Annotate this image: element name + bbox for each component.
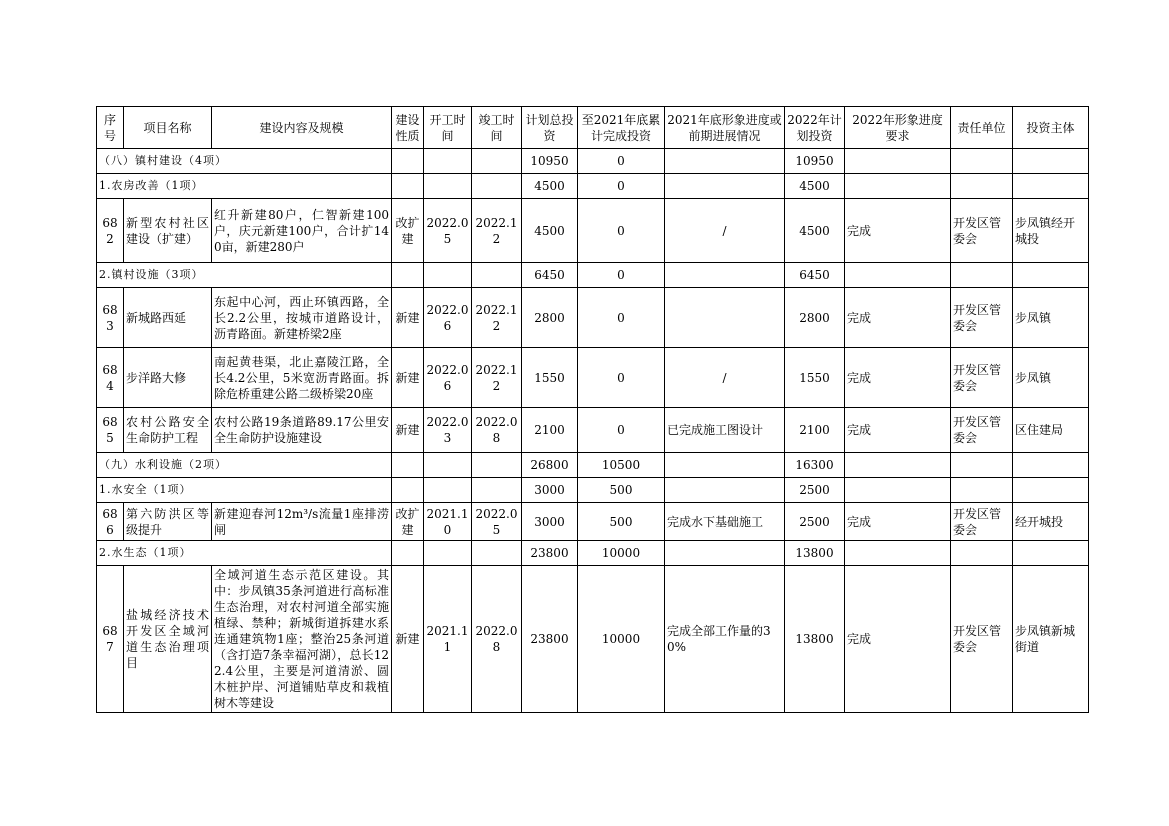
section-total: 6450 [522, 263, 578, 288]
cell-seq: 684 [97, 348, 124, 408]
cell-plan2022: 1550 [785, 348, 845, 408]
section-total: 4500 [522, 174, 578, 199]
cell-unit: 开发区管委会 [951, 503, 1013, 541]
table-row [97, 566, 1089, 713]
cell-done2021: 500 [578, 503, 665, 541]
table-row [97, 408, 1089, 453]
section-row [97, 174, 1089, 199]
section-row [97, 263, 1089, 288]
cell-nature: 新建 [392, 288, 424, 348]
cell-start: 2022.06 [424, 288, 472, 348]
cell-seq: 687 [97, 566, 124, 713]
cell-name: 农村公路安全生命防护工程 [124, 408, 212, 453]
cell-nature: 改扩建 [392, 199, 424, 263]
cell-content: 南起黄巷渠，北止嘉陵江路，全长4.2公里，5米宽沥青路面。拆除危桥重建公路二级桥梁20座 [212, 348, 392, 408]
cell-unit: 开发区管委会 [951, 199, 1013, 263]
section-row [97, 453, 1089, 478]
header-plan2022: 2022年计划投资 [785, 107, 845, 149]
section-row [97, 541, 1089, 566]
section-done2021: 0 [578, 263, 665, 288]
cell-plan2022: 2800 [785, 288, 845, 348]
cell-total: 2100 [522, 408, 578, 453]
cell-start: 2021.10 [424, 503, 472, 541]
cell-progress2021: 已完成施工图设计 [665, 408, 785, 453]
cell-content: 全域河道生态示范区建设。其中：步凤镇35条河道进行高标准生态治理，对农村河道全部实施植绿、禁种；新城街道拆建水系连通建筑物1座；整治25条河道（含打造7条幸福河湖），总长122.4公里，主要是河道清淤、圆木桩护岸、河道铺贴草皮和栽植树木等建设 [212, 566, 392, 713]
header-end: 竣工时间 [472, 107, 522, 149]
cell-name: 步洋路大修 [124, 348, 212, 408]
cell-total: 2800 [522, 288, 578, 348]
cell-done2021: 0 [578, 288, 665, 348]
cell-req2022: 完成 [845, 348, 951, 408]
cell-plan2022: 13800 [785, 566, 845, 713]
section-done2021: 500 [578, 478, 665, 503]
cell-seq: 683 [97, 288, 124, 348]
cell-req2022: 完成 [845, 199, 951, 263]
cell-req2022: 完成 [845, 288, 951, 348]
header-row [97, 107, 1089, 149]
section-done2021: 10000 [578, 541, 665, 566]
cell-end: 2022.12 [472, 288, 522, 348]
cell-investor: 步凤镇 [1013, 348, 1089, 408]
section-done2021: 0 [578, 174, 665, 199]
cell-investor: 步凤镇新城街道 [1013, 566, 1089, 713]
section-label: （八）镇村建设（4项） [97, 149, 392, 174]
section-plan2022: 10950 [785, 149, 845, 174]
section-done2021: 10500 [578, 453, 665, 478]
cell-progress2021: / [665, 199, 785, 263]
cell-nature: 新建 [392, 348, 424, 408]
section-plan2022: 6450 [785, 263, 845, 288]
header-nature: 建设性质 [392, 107, 424, 149]
cell-progress2021 [665, 288, 785, 348]
section-total: 23800 [522, 541, 578, 566]
cell-start: 2022.06 [424, 348, 472, 408]
cell-end: 2022.08 [472, 566, 522, 713]
section-row [97, 149, 1089, 174]
cell-end: 2022.05 [472, 503, 522, 541]
cell-content: 农村公路19条道路89.17公里安全生命防护设施建设 [212, 408, 392, 453]
cell-seq: 685 [97, 408, 124, 453]
cell-investor: 步凤镇经开城投 [1013, 199, 1089, 263]
cell-investor: 区住建局 [1013, 408, 1089, 453]
cell-done2021: 0 [578, 408, 665, 453]
header-progress2021: 2021年底形象进度或前期进展情况 [665, 107, 785, 149]
cell-nature: 新建 [392, 408, 424, 453]
cell-unit: 开发区管委会 [951, 288, 1013, 348]
header-total: 计划总投资 [522, 107, 578, 149]
cell-end: 2022.08 [472, 408, 522, 453]
cell-done2021: 0 [578, 348, 665, 408]
cell-start: 2022.03 [424, 408, 472, 453]
table-row [97, 199, 1089, 263]
cell-total: 1550 [522, 348, 578, 408]
cell-done2021: 10000 [578, 566, 665, 713]
cell-start: 2021.11 [424, 566, 472, 713]
header-start: 开工时间 [424, 107, 472, 149]
cell-req2022: 完成 [845, 566, 951, 713]
project-table [96, 106, 1089, 713]
section-total: 26800 [522, 453, 578, 478]
header-content: 建设内容及规模 [212, 107, 392, 149]
cell-investor: 经开城投 [1013, 503, 1089, 541]
cell-end: 2022.12 [472, 199, 522, 263]
cell-content: 新建迎春河12m³/s流量1座排涝闸 [212, 503, 392, 541]
cell-unit: 开发区管委会 [951, 408, 1013, 453]
section-label: 1.水安全（1项） [97, 478, 392, 503]
header-seq: 序号 [97, 107, 124, 149]
cell-name: 第六防洪区等级提升 [124, 503, 212, 541]
header-name: 项目名称 [124, 107, 212, 149]
section-label: 2.镇村设施（3项） [97, 263, 392, 288]
cell-investor: 步凤镇 [1013, 288, 1089, 348]
section-label: （九）水利设施（2项） [97, 453, 392, 478]
cell-content: 红升新建80户，仁智新建100户，庆元新建100户，合计扩140亩，新建280户 [212, 199, 392, 263]
section-plan2022: 16300 [785, 453, 845, 478]
cell-progress2021: / [665, 348, 785, 408]
table-row [97, 348, 1089, 408]
cell-end: 2022.12 [472, 348, 522, 408]
cell-unit: 开发区管委会 [951, 348, 1013, 408]
cell-content: 东起中心河，西止环镇西路，全长2.2公里，按城市道路设计，沥青路面。新建桥梁2座 [212, 288, 392, 348]
section-plan2022: 2500 [785, 478, 845, 503]
cell-plan2022: 2100 [785, 408, 845, 453]
cell-req2022: 完成 [845, 408, 951, 453]
cell-name: 新城路西延 [124, 288, 212, 348]
header-done2021: 至2021年底累计完成投资 [578, 107, 665, 149]
section-label: 2.水生态（1项） [97, 541, 392, 566]
section-total: 3000 [522, 478, 578, 503]
table-row [97, 288, 1089, 348]
section-plan2022: 4500 [785, 174, 845, 199]
section-plan2022: 13800 [785, 541, 845, 566]
cell-done2021: 0 [578, 199, 665, 263]
cell-seq: 686 [97, 503, 124, 541]
cell-plan2022: 2500 [785, 503, 845, 541]
cell-name: 盐城经济技术开发区全域河道生态治理项目 [124, 566, 212, 713]
cell-name: 新型农村社区建设（扩建） [124, 199, 212, 263]
header-unit: 责任单位 [951, 107, 1013, 149]
cell-progress2021: 完成水下基础施工 [665, 503, 785, 541]
cell-start: 2022.05 [424, 199, 472, 263]
section-total: 10950 [522, 149, 578, 174]
cell-nature: 新建 [392, 566, 424, 713]
cell-total: 4500 [522, 199, 578, 263]
cell-total: 3000 [522, 503, 578, 541]
table-row [97, 503, 1089, 541]
cell-plan2022: 4500 [785, 199, 845, 263]
section-done2021: 0 [578, 149, 665, 174]
section-label: 1.农房改善（1项） [97, 174, 392, 199]
cell-seq: 682 [97, 199, 124, 263]
cell-total: 23800 [522, 566, 578, 713]
header-req2022: 2022年形象进度要求 [845, 107, 951, 149]
cell-req2022: 完成 [845, 503, 951, 541]
section-row [97, 478, 1089, 503]
cell-nature: 改扩建 [392, 503, 424, 541]
cell-unit: 开发区管委会 [951, 566, 1013, 713]
cell-progress2021: 完成全部工作量的30% [665, 566, 785, 713]
header-investor: 投资主体 [1013, 107, 1089, 149]
